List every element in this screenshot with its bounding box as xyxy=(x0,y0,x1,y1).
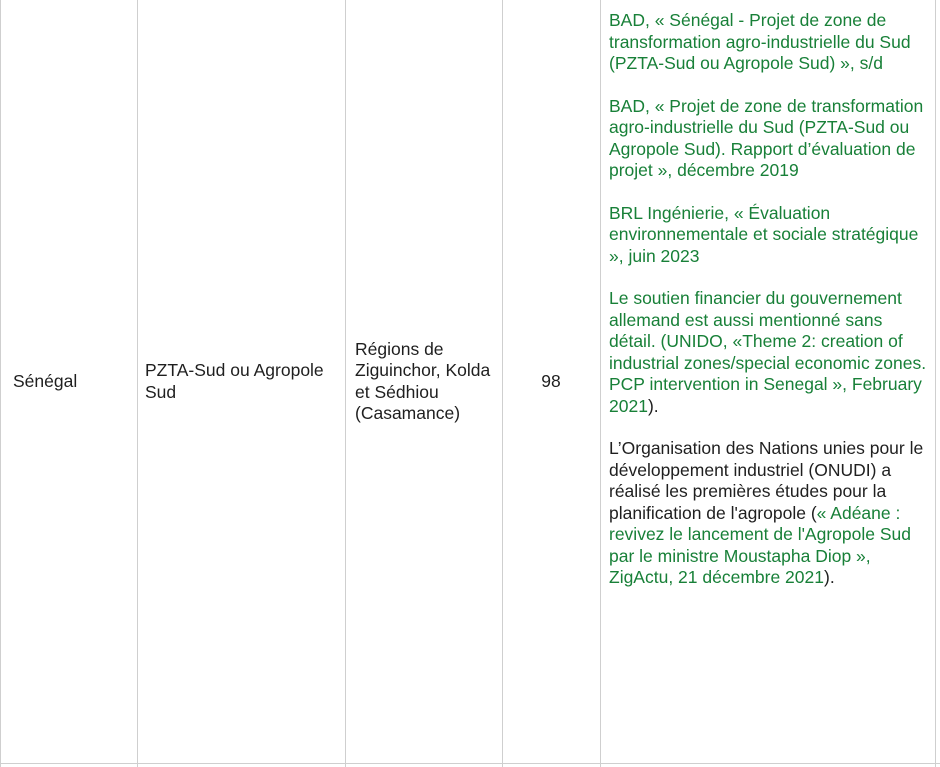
location-text: Régions de Ziguinchor, Kolda et Sédhiou (Casamance) xyxy=(355,338,491,423)
column-border xyxy=(137,0,138,767)
country-cell xyxy=(13,0,128,763)
zone-name-text: PZTA-Sud ou Agropole Sud xyxy=(145,360,324,402)
source-link[interactable]: BRL Ingénierie, « Évaluation environnementale et sociale stratégique », juin 2023 xyxy=(609,202,919,266)
column-border xyxy=(502,0,503,767)
source-text: ). xyxy=(647,395,659,416)
number-text: 98 xyxy=(541,370,561,391)
source-link[interactable]: « Adéane : revivez le lancement de l'Agropole Sud par le ministre Moustapha Diop », ZigActu, 21 décembre 2021 xyxy=(609,502,911,587)
column-border xyxy=(935,0,936,767)
source-paragraph xyxy=(609,10,933,75)
zone-name-cell xyxy=(145,0,335,763)
source-link[interactable]: BAD, « Sénégal - Projet de zone de transformation agro-industrielle du Sud (PZTA-Sud ou Agropole Sud) », s/d xyxy=(609,10,911,73)
source-paragraph xyxy=(609,203,933,268)
column-border xyxy=(0,0,1,767)
location-cell xyxy=(355,0,500,763)
column-border xyxy=(345,0,346,767)
number-cell xyxy=(509,0,593,763)
column-border xyxy=(600,0,601,767)
row-border xyxy=(0,763,940,764)
source-paragraph xyxy=(609,288,933,417)
source-link[interactable]: Le soutien financier du gouvernement allemand est aussi mentionné sans détail. (UNIDO, «Theme 2: creation of industrial zones/special economic zones. PCP intervention in Senegal », February 2021 xyxy=(609,288,927,416)
source-link[interactable]: BAD, « Projet de zone de transformation agro-industrielle du Sud (PZTA-Sud ou Agropole Sud). Rapport d’évaluation de projet », décembre 2019 xyxy=(609,95,924,180)
source-text: ). xyxy=(824,567,835,587)
sources-cell xyxy=(609,10,933,589)
country-text: Sénégal xyxy=(13,370,78,391)
source-paragraph xyxy=(609,438,933,589)
source-text: L’Organisation des Nations unies pour le développement industriel (ONUDI) a réalisé les premières études pour la planification de l'agropole ( xyxy=(609,438,924,523)
source-paragraph xyxy=(609,96,933,182)
